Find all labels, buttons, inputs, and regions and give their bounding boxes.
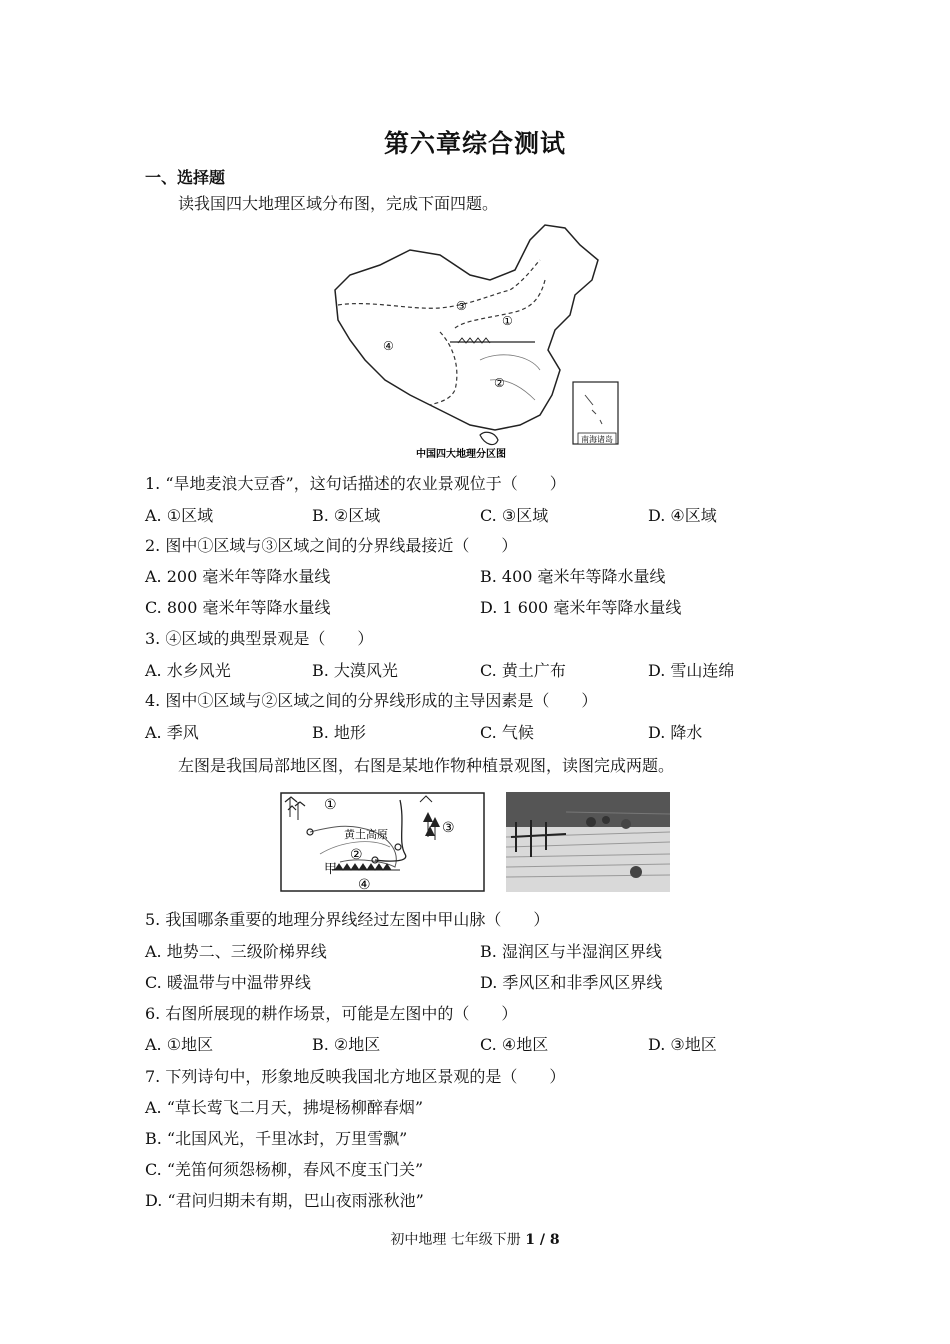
q3-option-c: C. 黄土广布 [480, 661, 566, 680]
intro-text-1: 读我国四大地理区域分布图，完成下面四题。 [178, 194, 499, 213]
q4-option-d: D. 降水 [648, 723, 703, 742]
q3-option-a: A. 水乡风光 [145, 661, 231, 680]
china-regions-map [330, 220, 622, 460]
q6-stem: 6. 右图所展现的耕作场景，可能是左图中的（ ） [145, 1004, 518, 1023]
q7-option-d: D. “君问归期未有期，巴山夜雨涨秋池” [145, 1191, 424, 1210]
region-3-label: ③ [456, 299, 467, 313]
plateau-label: 黄土高原 [344, 828, 388, 841]
q1-option-c: C. ③区域 [480, 506, 549, 525]
q5-option-d: D. 季风区和非季风区界线 [480, 973, 663, 992]
q7-option-c: C. “羌笛何须怨杨柳，春风不度玉门关” [145, 1160, 424, 1179]
inset-label: 南海诸岛 [581, 435, 613, 444]
page-separator: / [535, 1232, 550, 1248]
region-2-label: ② [494, 376, 505, 390]
q2-option-a: A. 200 毫米年等降水量线 [145, 567, 331, 586]
q5-option-c: C. 暖温带与中温带界线 [145, 973, 311, 992]
intro-text-2: 左图是我国局部地区图，右图是某地作物种植景观图，读图完成两题。 [178, 756, 675, 775]
q6-option-b: B. ②地区 [312, 1035, 381, 1054]
q5-option-a: A. 地势二、三级阶梯界线 [145, 942, 327, 961]
q6-option-c: C. ④地区 [480, 1035, 549, 1054]
q7-option-b: B. “北国风光，千里冰封，万里雪飘” [145, 1129, 408, 1148]
local-map-label-2: ② [350, 847, 363, 863]
q6-option-a: A. ①地区 [145, 1035, 214, 1054]
footer-text: 初中地理 七年级下册 [390, 1232, 521, 1248]
page-total: 8 [549, 1232, 560, 1248]
q3-option-d: D. 雪山连绵 [648, 661, 735, 680]
region-4-label: ④ [383, 339, 394, 353]
local-region-map [280, 792, 485, 892]
q5-stem: 5. 我国哪条重要的地理分界线经过左图中甲山脉（ ） [145, 910, 550, 929]
q4-option-a: A. 季风 [145, 723, 199, 742]
q4-stem: 4. 图中①区域与②区域之间的分界线形成的主导因素是（ ） [145, 691, 598, 710]
local-map-label-1: ① [324, 797, 337, 813]
q3-stem: 3. ④区域的典型景观是（ ） [145, 629, 374, 648]
q2-option-c: C. 800 毫米年等降水量线 [145, 598, 331, 617]
section-heading: 一、选择题 [145, 168, 226, 187]
page-footer [0, 1229, 950, 1249]
q2-option-d: D. 1 600 毫米年等降水量线 [480, 598, 682, 617]
q7-option-a: A. “草长莺飞二月天，拂堤杨柳醉春烟” [145, 1098, 424, 1117]
q5-option-b: B. 湿润区与半湿润区界线 [480, 942, 662, 961]
q4-option-c: C. 气候 [480, 723, 534, 742]
map1-caption: 中国四大地理分区图 [416, 449, 506, 460]
q3-option-b: B. 大漠风光 [312, 661, 398, 680]
q1-option-d: D. ④区域 [648, 506, 717, 525]
page-number: 1 [525, 1232, 536, 1248]
local-map-label-3: ③ [442, 820, 455, 836]
q6-option-d: D. ③地区 [648, 1035, 717, 1054]
region-1-label: ① [502, 314, 513, 328]
q1-option-b: B. ②区域 [312, 506, 381, 525]
q1-stem: 1. “旱地麦浪大豆香”，这句话描述的农业景观位于（ ） [145, 474, 566, 493]
page-title: 第六章综合测试 [383, 129, 566, 158]
mountain-jia-label: 甲 [324, 862, 338, 877]
q4-option-b: B. 地形 [312, 723, 366, 742]
q2-option-b: B. 400 毫米年等降水量线 [480, 567, 666, 586]
q2-stem: 2. 图中①区域与③区域之间的分界线最接近（ ） [145, 536, 518, 555]
local-map-label-4: ④ [358, 877, 371, 892]
q1-option-a: A. ①区域 [145, 506, 214, 525]
crop-planting-photo [506, 792, 670, 892]
q7-stem: 7. 下列诗句中，形象地反映我国北方地区景观的是（ ） [145, 1067, 566, 1086]
